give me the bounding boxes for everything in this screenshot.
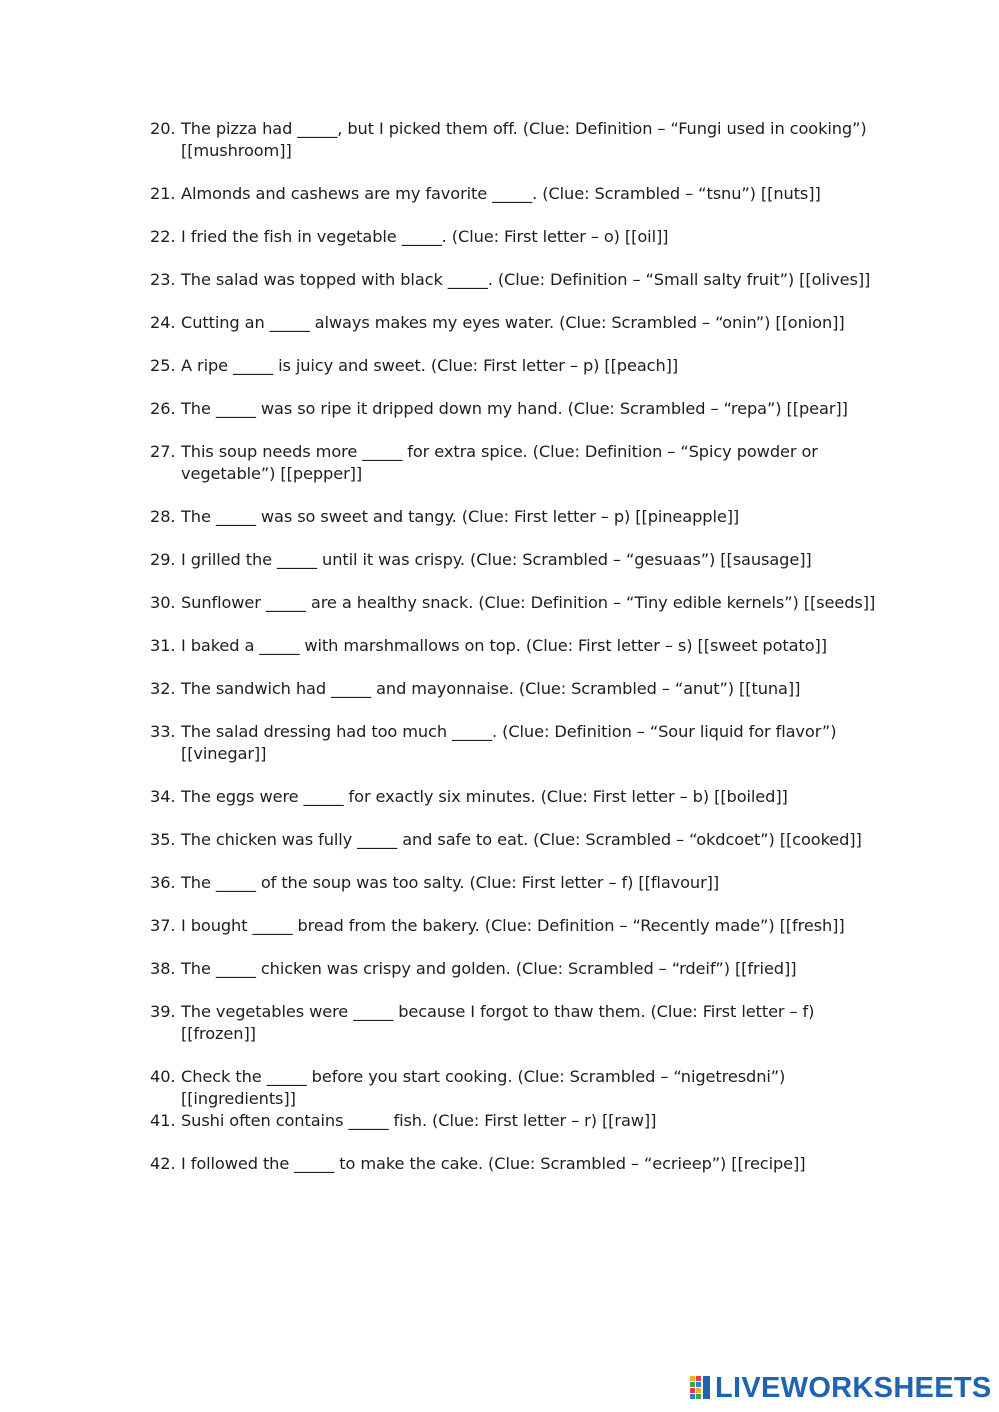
question-item	[150, 1001, 885, 1045]
question-text: I bought _____ bread from the bakery. (Clue: Definition – “Recently made”) [[fresh]]	[181, 916, 845, 935]
question-item	[150, 721, 885, 765]
question-text: The _____ chicken was crispy and golden. (Clue: Scrambled – “rdeif”) [[fried]]	[181, 959, 797, 978]
question-text: The chicken was fully _____ and safe to eat. (Clue: Scrambled – “okdcoet”) [[cooked]]	[181, 830, 862, 849]
question-number: 22.	[150, 227, 176, 246]
question-item	[150, 549, 885, 571]
question-item	[150, 958, 885, 980]
question-text: I baked a _____ with marshmallows on top. (Clue: First letter – s) [[sweet potato]]	[181, 636, 827, 655]
question-text: A ripe _____ is juicy and sweet. (Clue: First letter – p) [[peach]]	[181, 356, 679, 375]
question-number: 20.	[150, 119, 176, 138]
question-text: I grilled the _____ until it was crispy. (Clue: Scrambled – “gesuaas”) [[sausage]]	[181, 550, 812, 569]
question-number: 24.	[150, 313, 176, 332]
question-text: The pizza had _____, but I picked them off. (Clue: Definition – “Fungi used in cooking”) [[mushroom]]	[181, 119, 867, 160]
question-text: Almonds and cashews are my favorite _____. (Clue: Scrambled – “tsnu”) [[nuts]]	[181, 184, 821, 203]
question-text: I fried the fish in vegetable _____. (Clue: First letter – o) [[oil]]	[181, 227, 669, 246]
question-number: 36.	[150, 873, 176, 892]
question-item	[150, 678, 885, 700]
brand-name: LIVEWORKSHEETS	[715, 1371, 992, 1404]
question-number: 32.	[150, 679, 176, 698]
question-text: The salad was topped with black _____. (Clue: Definition – “Small salty fruit”) [[olives]]	[181, 270, 871, 289]
question-number: 26.	[150, 399, 176, 418]
question-number: 35.	[150, 830, 176, 849]
question-item	[150, 1153, 885, 1175]
question-number: 38.	[150, 959, 176, 978]
question-item	[150, 355, 885, 377]
question-item	[150, 398, 885, 420]
question-text: This soup needs more _____ for extra spice. (Clue: Definition – “Spicy powder or vegetable”) [[pepper]]	[181, 442, 818, 483]
question-number: 31.	[150, 636, 176, 655]
question-number: 34.	[150, 787, 176, 806]
question-item	[150, 269, 885, 291]
question-text: The eggs were _____ for exactly six minutes. (Clue: First letter – b) [[boiled]]	[181, 787, 788, 806]
question-number: 23.	[150, 270, 176, 289]
question-text: Sushi often contains _____ fish. (Clue: First letter – r) [[raw]]	[181, 1111, 657, 1130]
question-text: The sandwich had _____ and mayonnaise. (Clue: Scrambled – “anut”) [[tuna]]	[181, 679, 801, 698]
question-item	[150, 915, 885, 937]
question-text: The _____ was so sweet and tangy. (Clue: First letter – p) [[pineapple]]	[181, 507, 740, 526]
question-number: 21.	[150, 184, 176, 203]
question-item	[150, 183, 885, 205]
question-item	[150, 1066, 885, 1110]
question-number: 39.	[150, 1002, 176, 1021]
question-text: Sunflower _____ are a healthy snack. (Clue: Definition – “Tiny edible kernels”) [[seeds]]	[181, 593, 876, 612]
question-number: 28.	[150, 507, 176, 526]
question-item	[150, 118, 885, 162]
question-text: Check the _____ before you start cooking. (Clue: Scrambled – “nigetresdni”) [[ingredients]]	[181, 1067, 786, 1108]
question-text: The _____ was so ripe it dripped down my hand. (Clue: Scrambled – “repa”) [[pear]]	[181, 399, 848, 418]
question-item	[150, 226, 885, 248]
question-item	[150, 592, 885, 614]
question-number: 30.	[150, 593, 176, 612]
question-item	[150, 506, 885, 528]
question-item	[150, 872, 885, 894]
liveworksheets-logo-icon	[690, 1375, 712, 1401]
question-number: 41.	[150, 1111, 176, 1130]
question-item	[150, 441, 885, 485]
question-number: 37.	[150, 916, 176, 935]
question-number: 27.	[150, 442, 176, 461]
question-text: The salad dressing had too much _____. (Clue: Definition – “Sour liquid for flavor”) [[vinegar]]	[181, 722, 837, 763]
question-item	[150, 1110, 885, 1132]
question-item	[150, 635, 885, 657]
question-item	[150, 786, 885, 808]
question-number: 25.	[150, 356, 176, 375]
worksheet-question-list	[150, 118, 885, 1175]
question-number: 29.	[150, 550, 176, 569]
question-text: Cutting an _____ always makes my eyes water. (Clue: Scrambled – “onin”) [[onion]]	[181, 313, 845, 332]
question-number: 40.	[150, 1067, 176, 1086]
question-item	[150, 312, 885, 334]
liveworksheets-brand	[690, 1372, 992, 1404]
question-number: 42.	[150, 1154, 176, 1173]
question-item	[150, 829, 885, 851]
question-text: I followed the _____ to make the cake. (Clue: Scrambled – “ecrieep”) [[recipe]]	[181, 1154, 806, 1173]
question-text: The _____ of the soup was too salty. (Clue: First letter – f) [[flavour]]	[181, 873, 720, 892]
question-text: The vegetables were _____ because I forgot to thaw them. (Clue: First letter – f) [[frozen]]	[181, 1002, 815, 1043]
question-number: 33.	[150, 722, 176, 741]
